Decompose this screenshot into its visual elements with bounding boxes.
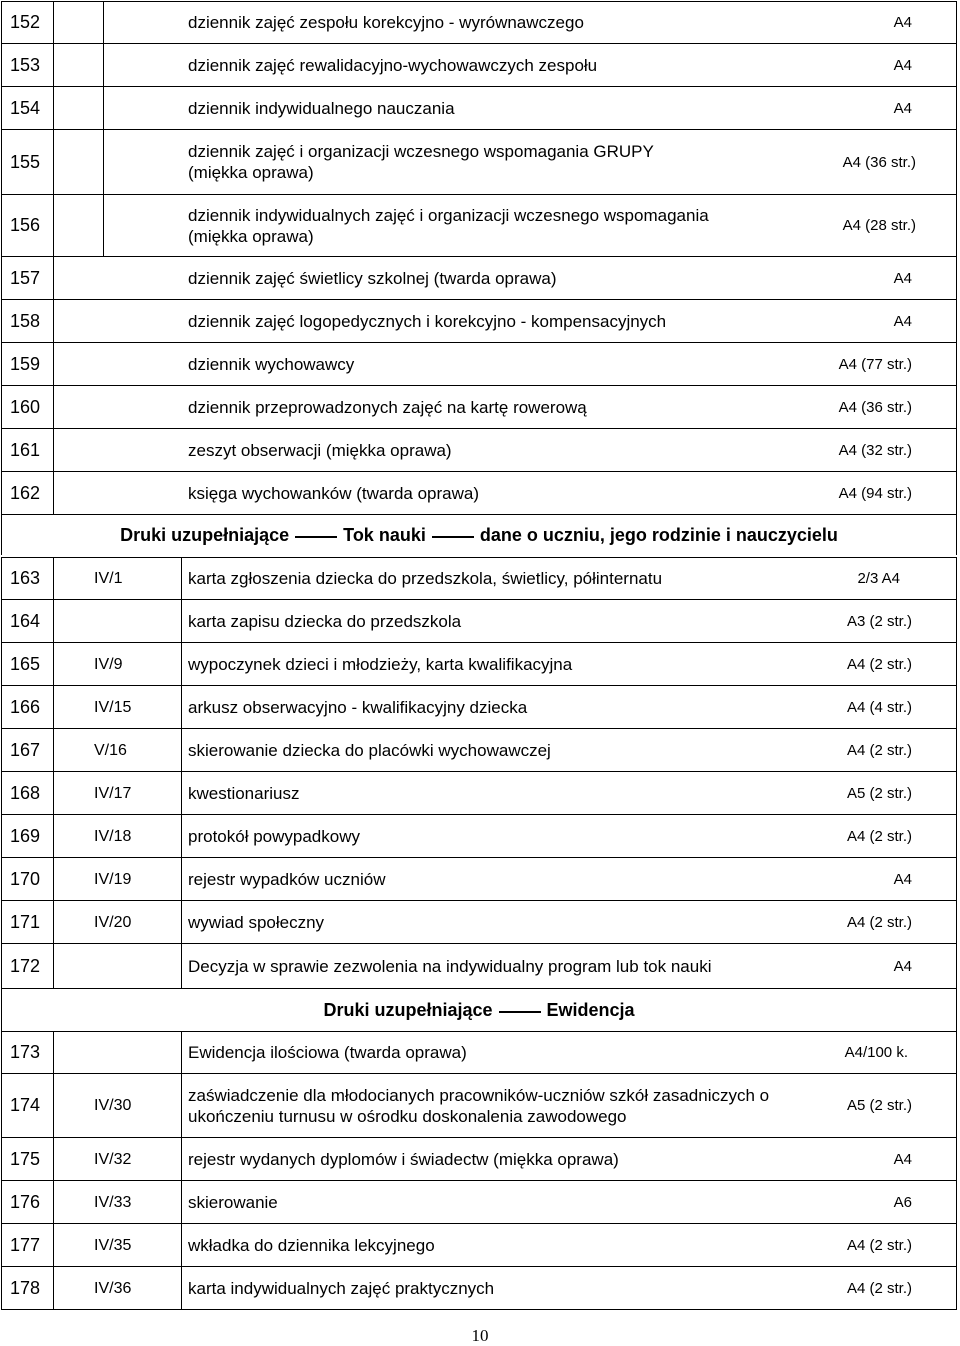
row-format: A4 (36 str.) xyxy=(838,398,912,416)
dash-separator xyxy=(499,1011,541,1013)
table-row xyxy=(1,1074,957,1138)
table-row xyxy=(1,1,957,44)
table-row xyxy=(1,130,957,195)
section-heading-part3: dane o uczniu, jego rodzinie i nauczycielu xyxy=(479,524,838,545)
row-description: arkusz obserwacyjno - kwalifikacyjny dziecka xyxy=(188,697,528,717)
row-description: dziennik przeprowadzonych zajęć na kartę rowerową xyxy=(188,397,587,417)
row-description: dziennik zajęć logopedycznych i korekcyjno - kompensacyjnych xyxy=(188,311,667,331)
row-format: A4 (77 str.) xyxy=(838,355,912,373)
row-number: 165 xyxy=(2,643,54,685)
row-description: karta zgłoszenia dziecka do przedszkola, świetlicy, półinternatu xyxy=(188,569,663,588)
row-format: A4 (2 str.) xyxy=(846,655,912,673)
row-number: 175 xyxy=(2,1138,54,1180)
row-code: V/16 xyxy=(54,729,182,771)
row-number: 176 xyxy=(2,1181,54,1223)
row-number: 164 xyxy=(2,600,54,642)
row-code xyxy=(54,600,182,642)
row-format: A4 xyxy=(893,1150,912,1168)
row-number: 166 xyxy=(2,686,54,728)
row-number: 161 xyxy=(2,429,54,471)
row-format: A4 xyxy=(893,312,912,330)
row-code xyxy=(54,1032,182,1073)
row-description: dziennik zajęć świetlicy szkolnej (twarda oprawa) xyxy=(188,268,557,288)
row-description: dziennik indywidualnego nauczania xyxy=(188,98,455,118)
row-format: A4 (4 str.) xyxy=(846,698,912,716)
row-format: A4 xyxy=(893,269,912,287)
table-row xyxy=(1,44,957,87)
row-code: IV/1 xyxy=(54,558,182,599)
row-number: 171 xyxy=(2,901,54,943)
row-code xyxy=(54,87,104,129)
dash-separator xyxy=(295,536,337,538)
row-description: zeszyt obserwacji (miękka oprawa) xyxy=(188,440,452,460)
row-code: IV/9 xyxy=(54,643,182,685)
row-format: A4 (36 str.) xyxy=(842,153,916,171)
row-format: A6 xyxy=(893,1193,912,1211)
table-row xyxy=(1,815,957,858)
table-row xyxy=(1,343,957,386)
row-code xyxy=(54,343,104,385)
row-description: wypoczynek dzieci i młodzieży, karta kwalifikacyjna xyxy=(188,654,573,674)
row-code xyxy=(54,44,104,86)
row-description: rejestr wypadków uczniów xyxy=(188,869,386,889)
row-format: A4 (28 str.) xyxy=(842,217,916,234)
row-code: IV/32 xyxy=(54,1138,182,1180)
row-code: IV/17 xyxy=(54,772,182,814)
row-code xyxy=(54,300,104,342)
row-number: 167 xyxy=(2,729,54,771)
row-code: IV/20 xyxy=(54,901,182,943)
row-format: A4 (2 str.) xyxy=(846,1279,912,1297)
table-row xyxy=(1,729,957,772)
row-number: 162 xyxy=(2,472,54,514)
row-code: IV/19 xyxy=(54,858,182,900)
row-description xyxy=(182,195,832,256)
row-code xyxy=(54,472,104,514)
row-format: A4 xyxy=(893,99,912,117)
row-description-line2: (miękka oprawa) xyxy=(188,163,314,182)
table-row xyxy=(1,87,957,130)
section-heading-part1: Druki uzupełniające xyxy=(120,524,290,545)
section-heading-part2: Ewidencja xyxy=(546,999,635,1020)
row-description: dziennik wychowawcy xyxy=(188,354,355,374)
dash-separator xyxy=(432,536,474,538)
row-number: 169 xyxy=(2,815,54,857)
row-description: skierowanie xyxy=(188,1192,278,1212)
table-row xyxy=(1,429,957,472)
table-row xyxy=(1,600,957,643)
row-number: 178 xyxy=(2,1267,54,1309)
row-description: rejestr wydanych dyplomów i świadectw (miękka oprawa) xyxy=(188,1149,619,1169)
row-code: IV/15 xyxy=(54,686,182,728)
row-number: 153 xyxy=(2,44,54,86)
row-description: karta indywidualnych zajęć praktycznych xyxy=(188,1278,495,1298)
row-code: IV/30 xyxy=(54,1074,182,1137)
row-number: 172 xyxy=(2,944,54,988)
table-row xyxy=(1,686,957,729)
row-format: A3 (2 str.) xyxy=(846,612,912,630)
row-code: IV/35 xyxy=(54,1224,182,1266)
row-code xyxy=(54,195,104,256)
row-description: wkładka do dziennika lekcyjnego xyxy=(188,1235,435,1255)
row-description: skierowanie dziecka do placówki wychowawczej xyxy=(188,740,551,760)
row-description xyxy=(182,1074,832,1137)
table-row xyxy=(1,1267,957,1310)
row-number: 170 xyxy=(2,858,54,900)
row-number: 156 xyxy=(2,195,54,256)
row-format: A5 (2 str.) xyxy=(846,1097,912,1114)
row-description: księga wychowanków (twarda oprawa) xyxy=(188,483,480,503)
row-format: 2/3 A4 xyxy=(857,570,900,587)
row-code xyxy=(54,944,182,988)
table-row xyxy=(1,257,957,300)
row-description-line1: dziennik zajęć i organizacji wczesnego wspomagania GRUPY xyxy=(188,142,654,161)
row-description: wywiad społeczny xyxy=(188,912,325,932)
table-row xyxy=(1,195,957,257)
row-number: 154 xyxy=(2,87,54,129)
row-number: 174 xyxy=(2,1074,54,1137)
row-number: 163 xyxy=(2,558,54,599)
row-number: 158 xyxy=(2,300,54,342)
page-number: 10 xyxy=(471,1326,489,1345)
row-format: A4 xyxy=(893,14,912,31)
row-format: A4/100 k. xyxy=(844,1044,908,1061)
row-number: 160 xyxy=(2,386,54,428)
table-row xyxy=(1,1138,957,1181)
row-description-line2: ukończeniu turnusu w ośrodku doskonalenia zawodowego xyxy=(188,1106,627,1126)
table-row xyxy=(1,944,957,989)
row-code xyxy=(54,257,104,299)
row-description xyxy=(182,130,832,194)
table-row xyxy=(1,1181,957,1224)
row-description: protokół powypadkowy xyxy=(188,826,360,846)
row-code: IV/18 xyxy=(54,815,182,857)
row-description: Decyzja w sprawie zezwolenia na indywidualny program lub tok nauki xyxy=(188,956,712,976)
table-row xyxy=(1,858,957,901)
row-code: IV/36 xyxy=(54,1267,182,1309)
row-description: Ewidencja ilościowa (twarda oprawa) xyxy=(188,1043,467,1062)
row-format: A5 (2 str.) xyxy=(846,784,912,802)
row-number: 157 xyxy=(2,257,54,299)
row-format: A4 (94 str.) xyxy=(838,484,912,502)
row-format: A4 xyxy=(893,957,912,975)
row-description-line2: (miękka oprawa) xyxy=(188,226,314,246)
row-format: A4 (2 str.) xyxy=(846,827,912,845)
row-format: A4 xyxy=(893,870,912,888)
section-heading xyxy=(1,515,957,555)
table-row xyxy=(1,300,957,343)
row-number: 155 xyxy=(2,130,54,194)
row-format: A4 (2 str.) xyxy=(846,741,912,759)
row-format: A4 (2 str.) xyxy=(846,913,912,931)
row-format: A4 (32 str.) xyxy=(838,441,912,459)
row-description-line1: zaświadczenie dla młodocianych pracowników-uczniów szkół zasadniczych o xyxy=(188,1085,770,1105)
table-row xyxy=(1,643,957,686)
row-number: 152 xyxy=(2,2,54,43)
row-description: dziennik zajęć rewalidacyjno-wychowawczych zespołu xyxy=(188,55,598,75)
table-row xyxy=(1,1031,957,1074)
row-code xyxy=(54,429,104,471)
table-row xyxy=(1,1224,957,1267)
row-description: karta zapisu dziecka do przedszkola xyxy=(188,611,462,631)
table-row xyxy=(1,772,957,815)
row-description: kwestionariusz xyxy=(188,783,300,803)
row-code xyxy=(54,2,104,43)
row-number: 177 xyxy=(2,1224,54,1266)
row-number: 168 xyxy=(2,772,54,814)
row-code: IV/33 xyxy=(54,1181,182,1223)
section-heading-part2: Tok nauki xyxy=(343,524,426,545)
row-code xyxy=(54,386,104,428)
row-format: A4 xyxy=(893,56,912,74)
table-row xyxy=(1,386,957,429)
section-heading-part1: Druki uzupełniające xyxy=(323,999,493,1020)
row-number: 173 xyxy=(2,1032,54,1073)
table-row xyxy=(1,472,957,515)
table-row xyxy=(1,557,957,600)
row-format: A4 (2 str.) xyxy=(846,1236,912,1254)
row-description: dziennik zajęć zespołu korekcyjno - wyrównawczego xyxy=(188,13,584,32)
section-heading xyxy=(1,989,957,1031)
row-number: 159 xyxy=(2,343,54,385)
row-description-line1: dziennik indywidualnych zajęć i organizacji wczesnego wspomagania xyxy=(188,205,709,225)
row-code xyxy=(54,130,104,194)
table-row xyxy=(1,901,957,944)
